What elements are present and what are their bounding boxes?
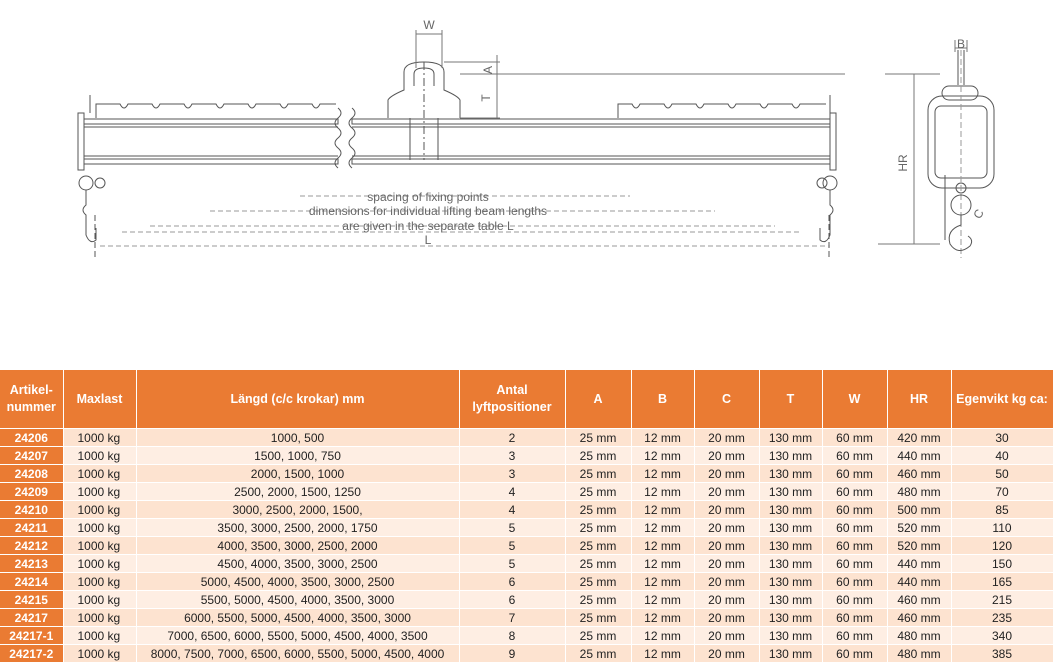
cell-b: 12 mm: [631, 591, 694, 609]
cell-maxlast: 1000 kg: [63, 465, 136, 483]
cell-t: 130 mm: [759, 591, 822, 609]
cell-langd: 3500, 3000, 2500, 2000, 1750: [136, 519, 459, 537]
label-hr: HR: [896, 154, 910, 172]
cell-vikt: 120: [951, 537, 1053, 555]
cell-a: 25 mm: [565, 429, 631, 447]
cell-b: 12 mm: [631, 627, 694, 645]
table-row: [0, 555, 1053, 573]
cell-t: 130 mm: [759, 501, 822, 519]
cell-w: 60 mm: [822, 627, 887, 645]
cell-c: 20 mm: [694, 483, 759, 501]
cell-langd: 4000, 3500, 3000, 2500, 2000: [136, 537, 459, 555]
note-spacing: spacing of fixing points: [367, 190, 489, 204]
cell-b: 12 mm: [631, 609, 694, 627]
cell-w: 60 mm: [822, 447, 887, 465]
cell-c: 20 mm: [694, 609, 759, 627]
cell-langd: 1500, 1000, 750: [136, 447, 459, 465]
cell-a: 25 mm: [565, 447, 631, 465]
cell-vikt: 150: [951, 555, 1053, 573]
cell-antal: 4: [459, 483, 565, 501]
cell-langd: 8000, 7500, 7000, 6500, 6000, 5500, 5000, 4500, 4000: [136, 645, 459, 663]
cell-hr: 480 mm: [887, 483, 951, 501]
cell-a: 25 mm: [565, 519, 631, 537]
cell-hr: 500 mm: [887, 501, 951, 519]
cell-antal: 3: [459, 447, 565, 465]
beam-right-section: [352, 95, 836, 170]
cell-art: 24206: [0, 429, 63, 447]
cell-antal: 5: [459, 519, 565, 537]
table-row: [0, 609, 1053, 627]
cell-maxlast: 1000 kg: [63, 609, 136, 627]
cell-hr: 420 mm: [887, 429, 951, 447]
table-row: [0, 537, 1053, 555]
table-row: [0, 447, 1053, 465]
cell-antal: 6: [459, 573, 565, 591]
label-w: W: [423, 18, 435, 32]
cell-antal: 2: [459, 429, 565, 447]
header-a: A: [565, 370, 631, 429]
cell-maxlast: 1000 kg: [63, 519, 136, 537]
cell-langd: 5000, 4500, 4000, 3500, 3000, 2500: [136, 573, 459, 591]
header-egenvikt: Egenvikt kg ca:: [951, 370, 1053, 429]
cell-hr: 440 mm: [887, 555, 951, 573]
header-t: T: [759, 370, 822, 429]
cell-maxlast: 1000 kg: [63, 645, 136, 663]
cell-c: 20 mm: [694, 465, 759, 483]
cell-maxlast: 1000 kg: [63, 501, 136, 519]
cell-art: 24208: [0, 465, 63, 483]
cell-hr: 440 mm: [887, 573, 951, 591]
end-view: [928, 50, 994, 258]
cell-langd: 4500, 4000, 3500, 3000, 2500: [136, 555, 459, 573]
cell-langd: 7000, 6500, 6000, 5500, 5000, 4500, 4000, 3500: [136, 627, 459, 645]
cell-w: 60 mm: [822, 519, 887, 537]
cell-a: 25 mm: [565, 537, 631, 555]
cell-c: 20 mm: [694, 537, 759, 555]
cell-w: 60 mm: [822, 483, 887, 501]
cell-w: 60 mm: [822, 573, 887, 591]
table-row: [0, 501, 1053, 519]
cell-w: 60 mm: [822, 555, 887, 573]
header-hr: HR: [887, 370, 951, 429]
cell-b: 12 mm: [631, 645, 694, 663]
specification-table: [0, 370, 1053, 662]
cell-hr: 520 mm: [887, 519, 951, 537]
cell-t: 130 mm: [759, 573, 822, 591]
table-row: [0, 519, 1053, 537]
cell-antal: 5: [459, 555, 565, 573]
cell-a: 25 mm: [565, 645, 631, 663]
cell-vikt: 235: [951, 609, 1053, 627]
cell-t: 130 mm: [759, 555, 822, 573]
header-c: C: [694, 370, 759, 429]
cell-antal: 7: [459, 609, 565, 627]
cell-a: 25 mm: [565, 501, 631, 519]
cell-antal: 4: [459, 501, 565, 519]
table-row: [0, 465, 1053, 483]
cell-vikt: 40: [951, 447, 1053, 465]
beam-left-section: [78, 95, 338, 170]
cell-antal: 6: [459, 591, 565, 609]
cell-b: 12 mm: [631, 429, 694, 447]
cell-vikt: 30: [951, 429, 1053, 447]
cell-maxlast: 1000 kg: [63, 447, 136, 465]
cell-b: 12 mm: [631, 465, 694, 483]
label-l: L: [424, 233, 432, 247]
cell-hr: 480 mm: [887, 645, 951, 663]
cell-w: 60 mm: [822, 591, 887, 609]
cell-a: 25 mm: [565, 609, 631, 627]
cell-art: 24215: [0, 591, 63, 609]
cell-antal: 5: [459, 537, 565, 555]
cell-vikt: 340: [951, 627, 1053, 645]
cell-c: 20 mm: [694, 501, 759, 519]
header-antal: Antal lyftpositioner: [459, 370, 565, 429]
cell-hr: 460 mm: [887, 465, 951, 483]
cell-langd: 2500, 2000, 1500, 1250: [136, 483, 459, 501]
cell-w: 60 mm: [822, 501, 887, 519]
label-b: B: [956, 37, 966, 51]
dimension-a-t: [444, 55, 845, 118]
cell-t: 130 mm: [759, 537, 822, 555]
cell-art: 24210: [0, 501, 63, 519]
cell-art: 24214: [0, 573, 63, 591]
cell-a: 25 mm: [565, 483, 631, 501]
cell-b: 12 mm: [631, 519, 694, 537]
cell-t: 130 mm: [759, 465, 822, 483]
table-row: [0, 483, 1053, 501]
cell-hr: 440 mm: [887, 447, 951, 465]
label-c: C: [970, 206, 987, 222]
cell-c: 20 mm: [694, 429, 759, 447]
cell-b: 12 mm: [631, 573, 694, 591]
table-row: [0, 429, 1053, 447]
label-a: A: [481, 65, 495, 75]
table-row: [0, 573, 1053, 591]
cell-w: 60 mm: [822, 465, 887, 483]
cell-b: 12 mm: [631, 501, 694, 519]
cell-c: 20 mm: [694, 627, 759, 645]
header-w: W: [822, 370, 887, 429]
cell-b: 12 mm: [631, 555, 694, 573]
cell-a: 25 mm: [565, 573, 631, 591]
cell-b: 12 mm: [631, 483, 694, 501]
note-dimensions: dimensions for individual lifting beam lengths: [308, 204, 548, 218]
cell-hr: 480 mm: [887, 627, 951, 645]
cell-a: 25 mm: [565, 627, 631, 645]
header-langd: Längd (c/c krokar) mm: [136, 370, 459, 429]
cell-maxlast: 1000 kg: [63, 555, 136, 573]
cell-a: 25 mm: [565, 555, 631, 573]
cell-art: 24211: [0, 519, 63, 537]
cell-art: 24217-1: [0, 627, 63, 645]
cell-a: 25 mm: [565, 465, 631, 483]
table-row: [0, 627, 1053, 645]
cell-vikt: 385: [951, 645, 1053, 663]
cell-maxlast: 1000 kg: [63, 537, 136, 555]
cell-c: 20 mm: [694, 645, 759, 663]
cell-vikt: 215: [951, 591, 1053, 609]
cell-c: 20 mm: [694, 447, 759, 465]
cell-t: 130 mm: [759, 429, 822, 447]
cell-antal: 8: [459, 627, 565, 645]
cell-langd: 2000, 1500, 1000: [136, 465, 459, 483]
cell-vikt: 110: [951, 519, 1053, 537]
cell-t: 130 mm: [759, 627, 822, 645]
cell-c: 20 mm: [694, 591, 759, 609]
center-lifting-eye: [388, 62, 460, 160]
cell-w: 60 mm: [822, 537, 887, 555]
cell-maxlast: 1000 kg: [63, 573, 136, 591]
cell-art: 24217: [0, 609, 63, 627]
header-artikelnummer: Artikel- nummer: [0, 370, 63, 429]
cell-langd: 3000, 2500, 2000, 1500,: [136, 501, 459, 519]
cell-a: 25 mm: [565, 591, 631, 609]
cell-maxlast: 1000 kg: [63, 627, 136, 645]
cell-b: 12 mm: [631, 537, 694, 555]
cell-vikt: 50: [951, 465, 1053, 483]
table-header-row: [0, 370, 1053, 429]
cell-art: 24217-2: [0, 645, 63, 663]
cell-langd: 5500, 5000, 4500, 4000, 3500, 3000: [136, 591, 459, 609]
cell-antal: 9: [459, 645, 565, 663]
cell-c: 20 mm: [694, 555, 759, 573]
cell-langd: 6000, 5500, 5000, 4500, 4000, 3500, 3000: [136, 609, 459, 627]
cell-t: 130 mm: [759, 447, 822, 465]
cell-hr: 460 mm: [887, 609, 951, 627]
table-row: [0, 591, 1053, 609]
cell-w: 60 mm: [822, 645, 887, 663]
cell-vikt: 165: [951, 573, 1053, 591]
cell-antal: 3: [459, 465, 565, 483]
header-b: B: [631, 370, 694, 429]
cell-w: 60 mm: [822, 609, 887, 627]
cell-maxlast: 1000 kg: [63, 591, 136, 609]
cell-langd: 1000, 500: [136, 429, 459, 447]
label-t: T: [479, 94, 493, 102]
cell-art: 24209: [0, 483, 63, 501]
cell-vikt: 85: [951, 501, 1053, 519]
cell-t: 130 mm: [759, 519, 822, 537]
cell-hr: 460 mm: [887, 591, 951, 609]
cell-hr: 520 mm: [887, 537, 951, 555]
table-row: [0, 645, 1053, 663]
cell-maxlast: 1000 kg: [63, 429, 136, 447]
cell-w: 60 mm: [822, 429, 887, 447]
cell-t: 130 mm: [759, 609, 822, 627]
cell-maxlast: 1000 kg: [63, 483, 136, 501]
note-separate-table: are given in the separate table L: [342, 219, 514, 233]
cell-t: 130 mm: [759, 645, 822, 663]
cell-art: 24212: [0, 537, 63, 555]
cell-art: 24213: [0, 555, 63, 573]
cell-c: 20 mm: [694, 519, 759, 537]
cell-t: 130 mm: [759, 483, 822, 501]
cell-c: 20 mm: [694, 573, 759, 591]
header-maxlast: Maxlast: [63, 370, 136, 429]
cell-art: 24207: [0, 447, 63, 465]
cell-vikt: 70: [951, 483, 1053, 501]
cell-b: 12 mm: [631, 447, 694, 465]
